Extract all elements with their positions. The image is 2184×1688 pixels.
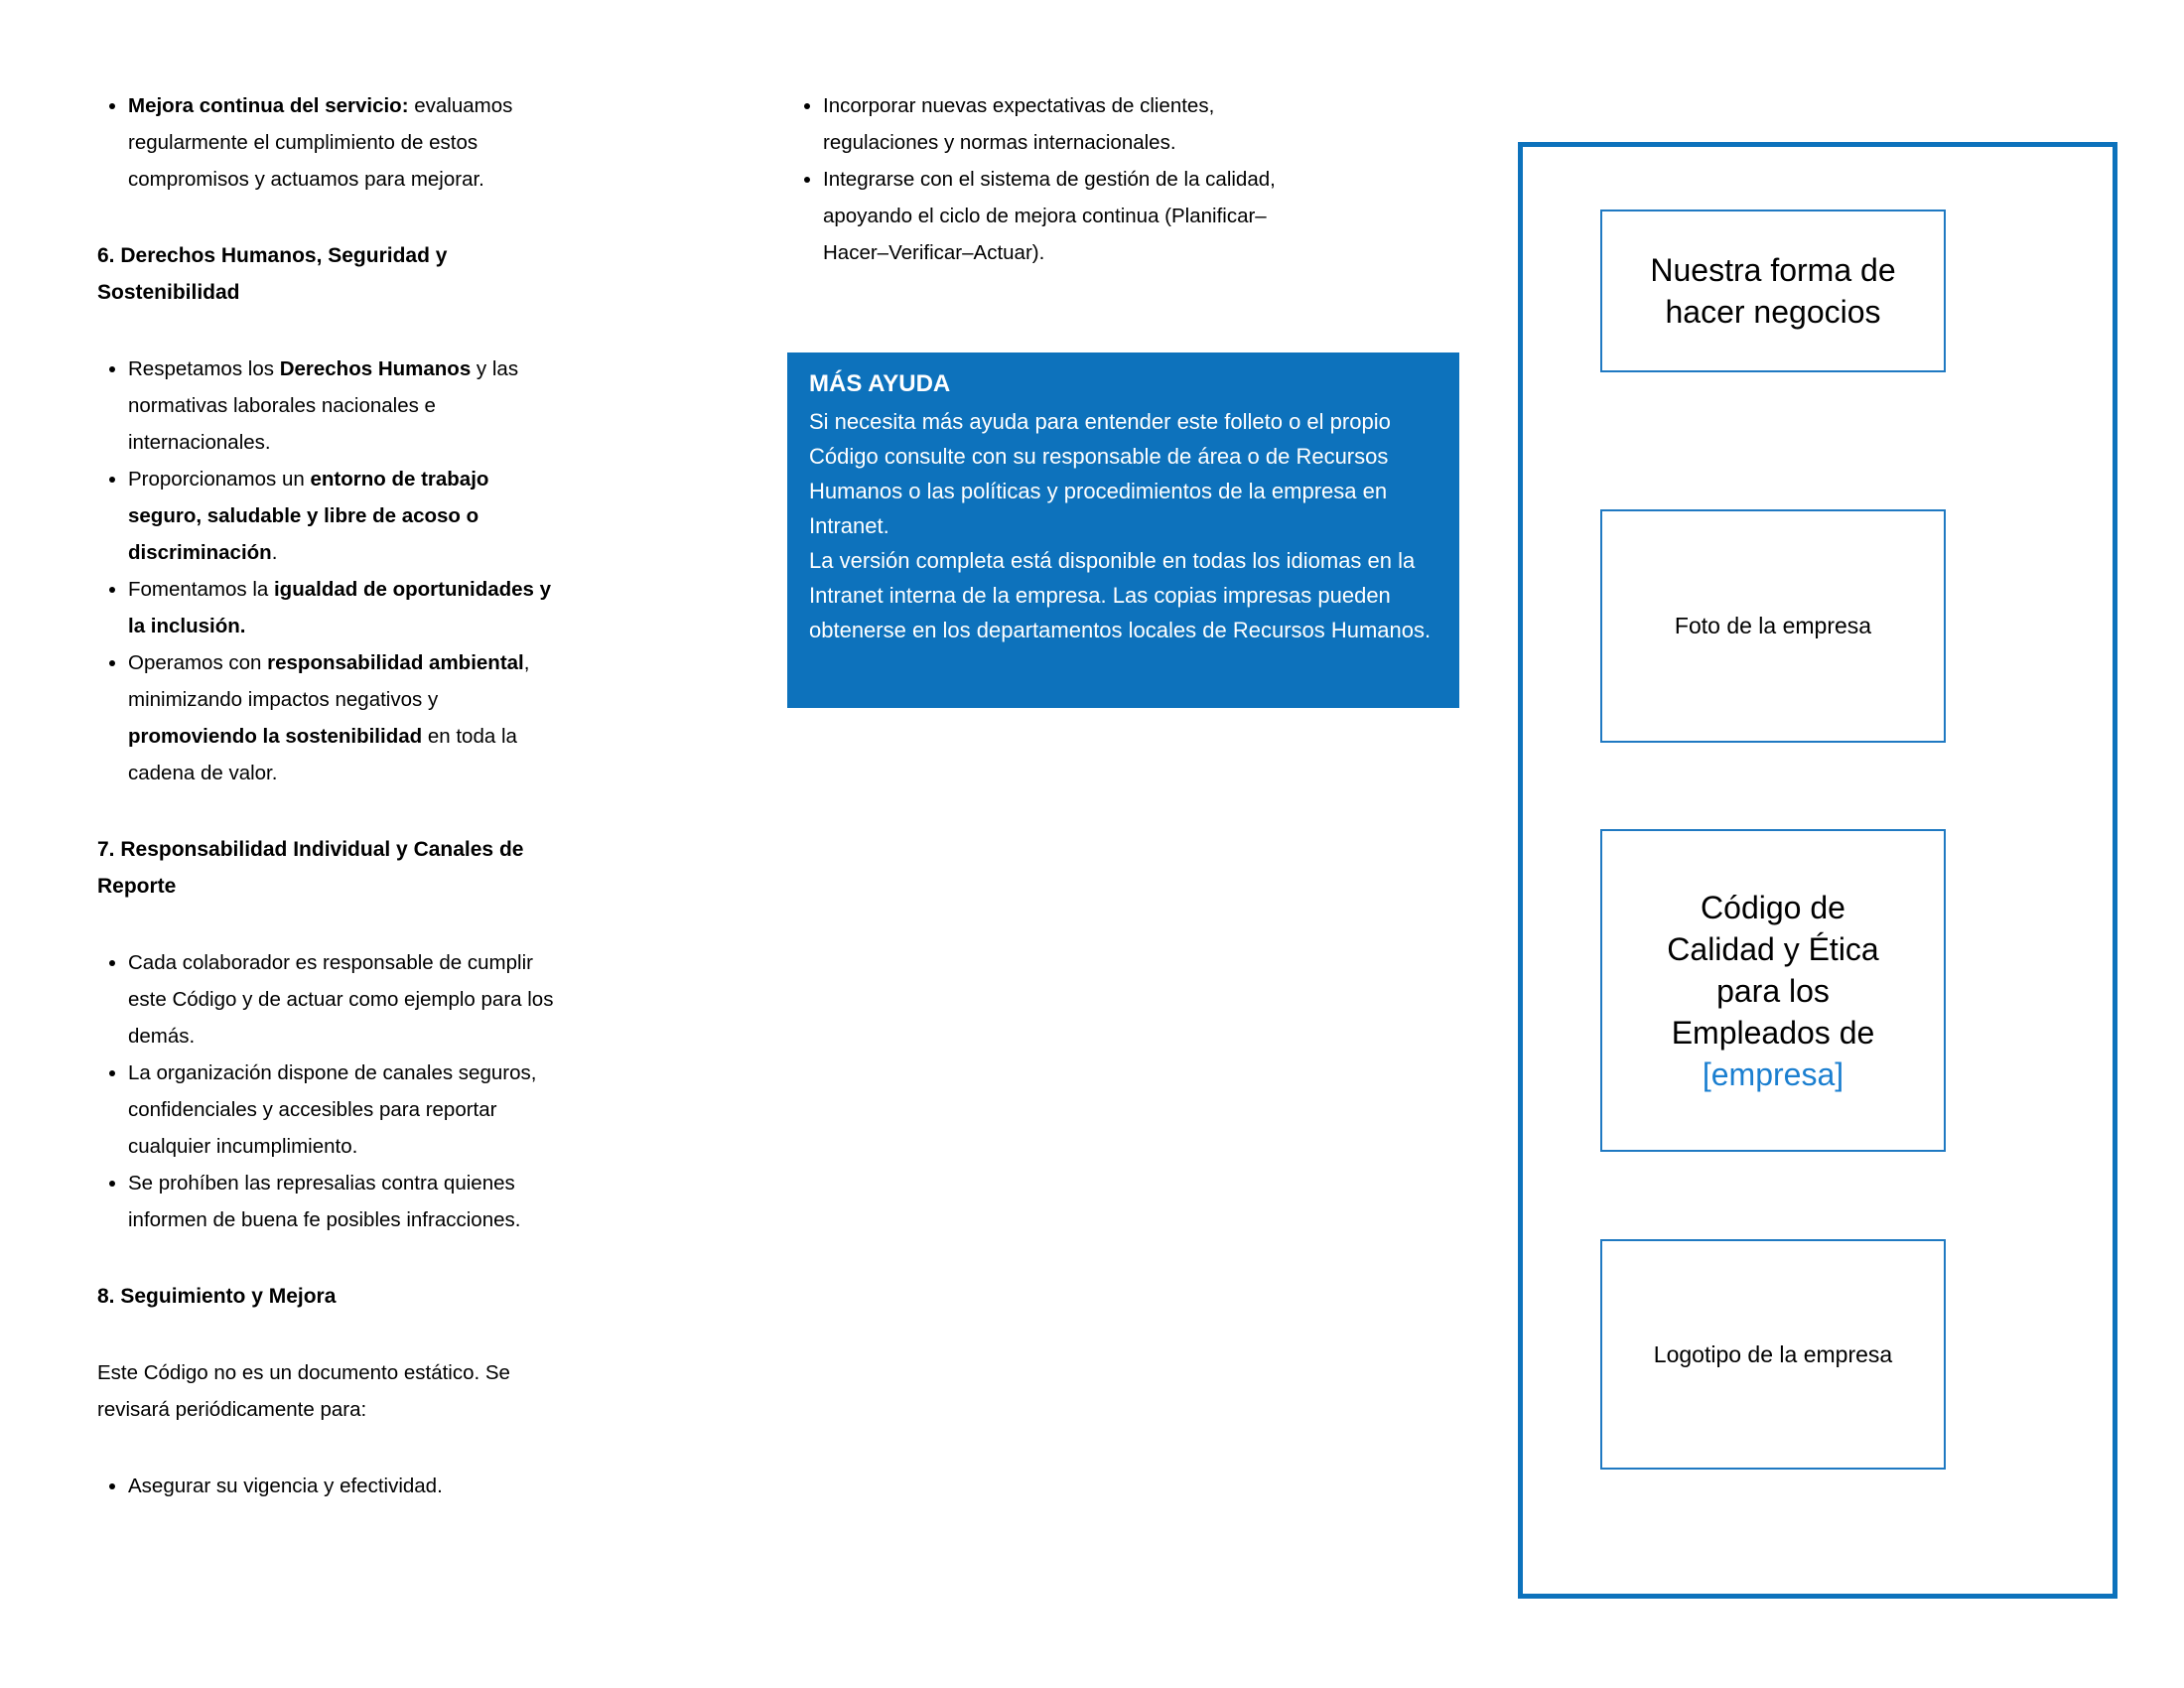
code-title-box <box>1600 829 1946 1152</box>
intro-bullet-list <box>97 87 564 198</box>
section-6-heading: 6. Derechos Humanos, Seguridad y Sostenibilidad <box>97 244 448 304</box>
middle-text-column <box>792 87 1294 271</box>
company-logo-placeholder <box>1600 1239 1946 1470</box>
help-box-title: MÁS AYUDA <box>809 370 951 397</box>
logo-placeholder-label: Logotipo de la empresa <box>1653 1340 1893 1367</box>
help-box-paragraph: Si necesita más ayuda para entender este folleto o el propio Código consulte con su responsable de área o de Recursos Humanos o las políticas y procedimientos de la empresa en Intranet. <box>809 409 1391 538</box>
cover-title-box <box>1600 210 1946 372</box>
bullet-item: • Cada colaborador es responsable de cumplir este Código y de actuar como ejemplo para los demás. <box>128 944 564 1055</box>
code-title-line: para los <box>1716 972 1830 1009</box>
bullet-item: • Operamos con responsabilidad ambiental, minimizando impactos negativos y promoviendo la sostenibilidad en toda la cadena de valor. <box>128 644 564 791</box>
bullet-item: • Se prohíben las represalias contra quienes informen de buena fe posibles infracciones. <box>128 1165 564 1238</box>
cover-title-line: Nuestra forma de <box>1650 252 1896 288</box>
left-text-column <box>97 87 564 1504</box>
section-7-bullet-list <box>97 944 564 1238</box>
bullet-item: • Mejora continua del servicio: evaluamos regularmente el cumplimiento de estos compromisos y actuamos para mejorar. <box>128 87 564 198</box>
bullet-item: • Respetamos los Derechos Humanos y las normativas laborales nacionales e internacionales. <box>128 351 564 461</box>
section-8-intro-paragraph: Este Código no es un documento estático. Se revisará periódicamente para: <box>97 1361 510 1421</box>
bullet-item: • Incorporar nuevas expectativas de clientes, regulaciones y normas internacionales. <box>823 87 1294 161</box>
bullet-item: • Integrarse con el sistema de gestión de la calidad, apoyando el ciclo de mejora continua (Planificar–Hacer–Verificar–Actuar). <box>823 161 1294 271</box>
bullet-item: • Proporcionamos un entorno de trabajo seguro, saludable y libre de acoso o discriminación. <box>128 461 564 571</box>
code-title-line: Calidad y Ética <box>1667 930 1879 967</box>
photo-placeholder-label: Foto de la empresa <box>1674 613 1872 638</box>
section-6-bullet-list <box>97 351 564 791</box>
company-name-placeholder: [empresa] <box>1702 1055 1844 1092</box>
middle-bullet-list <box>792 87 1294 271</box>
code-title-line: Código de <box>1701 889 1845 925</box>
bullet-item: • La organización dispone de canales seguros, confidenciales y accesibles para reportar cualquier incumplimiento. <box>128 1055 564 1165</box>
help-box <box>787 352 1459 708</box>
cover-title-line: hacer negocios <box>1665 294 1881 330</box>
bullet-item: • Asegurar su vigencia y efectividad. <box>128 1468 564 1504</box>
bullet-item: • Fomentamos la igualdad de oportunidades y la inclusión. <box>128 571 564 644</box>
help-box-paragraph: La versión completa está disponible en todas los idiomas en la Intranet interna de la empresa. Las copias impresas pueden obtenerse en los departamentos locales de Recursos Humanos. <box>809 548 1432 642</box>
brochure-cover-panel <box>1518 142 2117 1599</box>
section-7-heading: 7. Responsabilidad Individual y Canales de Reporte <box>97 838 524 898</box>
section-8-bullet-list <box>97 1468 564 1504</box>
code-title-line: Empleados de <box>1671 1014 1875 1051</box>
section-8-heading: 8. Seguimiento y Mejora <box>97 1285 337 1308</box>
company-photo-placeholder <box>1600 509 1946 743</box>
